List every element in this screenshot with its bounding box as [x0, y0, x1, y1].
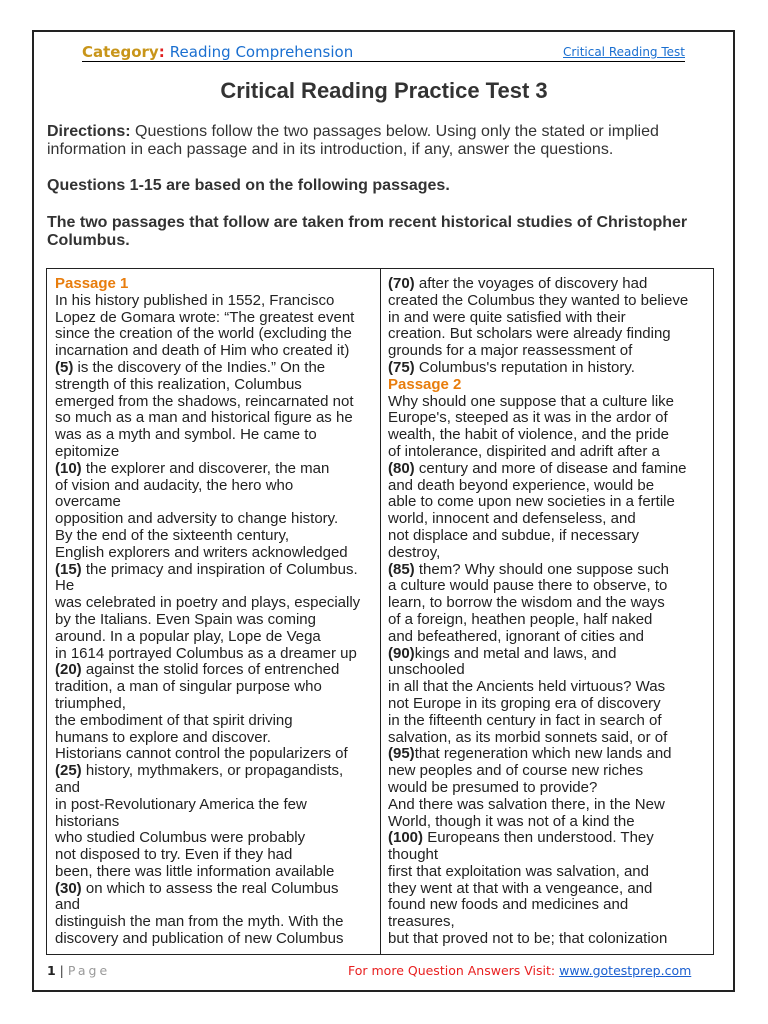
passage-line — [388, 696, 688, 713]
right-column — [388, 276, 688, 948]
passage-line — [388, 562, 688, 579]
passage-line — [388, 897, 688, 914]
line-text: and befeathered, ignorant of cities and — [388, 627, 645, 645]
passage-line — [388, 730, 688, 747]
passage-line — [55, 864, 360, 881]
line-text: kings and metal and laws, and — [414, 644, 617, 662]
line-text: history, mythmakers, or propagandists, — [81, 762, 344, 780]
passage-line — [55, 897, 360, 914]
passage-line — [55, 293, 360, 310]
line-number: (30) — [55, 879, 82, 897]
passages-table — [46, 268, 714, 955]
gotestprep-link[interactable]: www.gotestprep.com — [559, 963, 692, 978]
line-text: By the end of the sixteenth century, — [55, 526, 290, 544]
line-text: found new foods and medicines and — [388, 896, 629, 914]
passage-line — [55, 578, 360, 595]
passage-line — [388, 478, 688, 495]
passage-line — [55, 410, 360, 427]
line-text: wealth, the habit of violence, and the pride — [388, 426, 670, 444]
passage-line — [55, 377, 360, 394]
passage-line — [388, 679, 688, 696]
page-header — [82, 42, 685, 62]
page-title: Critical Reading Practice Test 3 — [220, 78, 548, 103]
line-text: so much as a man and historical figure as he — [55, 409, 353, 427]
passages-intro: The two passages that follow are taken from recent historical studies of Christopher Columbus. — [47, 214, 688, 249]
line-text: they went at that with a vengeance, and — [388, 879, 653, 897]
line-text: new peoples and of course new riches — [388, 762, 644, 780]
line-text: on which to assess the real Columbus — [81, 879, 339, 897]
questions-note: Questions 1-15 are based on the following passages. — [47, 177, 450, 194]
page-number-value: 1 — [47, 963, 56, 978]
line-text: world, innocent and defenseless, and — [388, 510, 636, 528]
passage-line — [388, 847, 688, 864]
category-label: Category — [82, 43, 159, 61]
line-number: (25) — [55, 762, 82, 780]
passage-line — [388, 578, 688, 595]
passage-line — [55, 814, 360, 831]
passage-line — [388, 830, 688, 847]
passage-line — [55, 797, 360, 814]
directions-text: Questions follow the two passages below. Using only the stated or implied information in each passage and in its introduction, if any, answer the questions. — [47, 123, 659, 158]
line-text: salvation, as its morbid sonnets said, or of — [388, 728, 668, 746]
line-text: learn, to borrow the wisdom and the ways — [388, 594, 665, 612]
line-text: is the discovery of the Indies.” On the — [73, 358, 326, 376]
line-text: epitomize — [55, 442, 120, 460]
line-text: the explorer and discoverer, the man — [81, 459, 330, 477]
passage-line — [388, 444, 688, 461]
line-text: Lopez de Gomara wrote: “The greatest event — [55, 308, 355, 326]
line-text: and death beyond experience, would be — [388, 476, 655, 494]
line-text: and — [55, 778, 81, 796]
line-text: opposition and adversity to change history. — [55, 510, 339, 528]
passage-line — [388, 494, 688, 511]
line-text: unschooled — [388, 661, 465, 679]
passage-line — [55, 595, 360, 612]
passage-line — [388, 646, 688, 663]
line-text: historians — [55, 812, 120, 830]
line-number: (100) — [388, 829, 424, 847]
line-text: distinguish the man from the myth. With the — [55, 913, 344, 931]
passage-line — [55, 612, 360, 629]
line-text: overcame — [55, 493, 121, 511]
line-text: who studied Columbus were probably — [55, 829, 306, 847]
line-number: (5) — [55, 358, 74, 376]
passage-line — [55, 427, 360, 444]
passage-line — [388, 864, 688, 881]
line-text: emerged from the shadows, reincarnated not — [55, 392, 354, 410]
passage-line — [388, 814, 688, 831]
passage-heading: Passage 1 — [55, 275, 129, 292]
line-text: by the Italians. Even Spain was coming — [55, 610, 316, 628]
line-text: and — [55, 896, 81, 914]
passage-line — [55, 746, 360, 763]
line-text: a culture would pause there to observe, to — [388, 577, 668, 595]
line-text: tradition, a man of singular purpose who — [55, 678, 322, 696]
line-text: able to come upon new societies in a fertile — [388, 493, 675, 511]
line-text: thought — [388, 846, 439, 864]
line-text: them? Why should one suppose such — [414, 560, 670, 578]
passage-line — [388, 461, 688, 478]
line-number: (20) — [55, 661, 82, 679]
passage-line — [388, 629, 688, 646]
passage-line — [55, 444, 360, 461]
line-text: of a foreign, heathen people, half naked — [388, 610, 653, 628]
passage-line — [55, 360, 360, 377]
passage-line — [388, 394, 688, 411]
line-text: In his history published in 1552, Francisco — [55, 291, 335, 309]
line-text: around. In a popular play, Lope de Vega — [55, 627, 321, 645]
passage-line — [55, 343, 360, 360]
page-number — [47, 963, 110, 978]
passage-line — [388, 360, 688, 377]
passage-line — [55, 528, 360, 545]
passage-line — [55, 780, 360, 797]
passage-line — [388, 746, 688, 763]
line-text: the embodiment of that spirit driving — [55, 711, 293, 729]
passage-line — [55, 931, 360, 948]
line-text: would be presumed to provide? — [388, 778, 598, 796]
passage-line — [388, 713, 688, 730]
passage-line — [55, 830, 360, 847]
passage-heading: Passage 2 — [388, 375, 462, 393]
line-text: He — [55, 577, 75, 595]
directions-label: Directions: — [47, 123, 131, 140]
line-text: English explorers and writers acknowledged — [55, 543, 348, 561]
passage-line — [55, 562, 360, 579]
line-text: Historians cannot control the popularizers of — [55, 745, 348, 763]
line-text: since the creation of the world (excluding the — [55, 325, 352, 343]
passage-line — [388, 662, 688, 679]
category-colon: : — [158, 43, 165, 61]
passage-line — [388, 310, 688, 327]
promo-text: For more Question Answers Visit: — [348, 963, 560, 978]
passage-line — [388, 763, 688, 780]
passage-line — [388, 931, 688, 948]
line-text: century and more of disease and famine — [414, 459, 687, 477]
passage-line — [388, 914, 688, 931]
line-text: strength of this realization, Columbus — [55, 375, 302, 393]
line-text: was celebrated in poetry and plays, especially — [55, 594, 361, 612]
line-text: World, though it was not of a kind the — [388, 812, 635, 830]
line-text: not disposed to try. Even if they had — [55, 846, 293, 864]
line-number: (95) — [388, 745, 415, 763]
line-text: created the Columbus they wanted to believe — [388, 291, 689, 309]
passage-line — [388, 293, 688, 310]
passage-line — [55, 511, 360, 528]
line-text: not Europe in its groping era of discovery — [388, 694, 661, 712]
line-text: in and were quite satisfied with their — [388, 308, 626, 326]
passage-line — [55, 662, 360, 679]
passage-line — [55, 679, 360, 696]
line-text: first that exploitation was salvation, and — [388, 862, 649, 880]
line-text: in the fifteenth century in fact in search of — [388, 711, 662, 729]
line-text: the primacy and inspiration of Columbus. — [81, 560, 358, 578]
passage-line — [388, 612, 688, 629]
line-text: not displace and subdue, if necessary — [388, 526, 639, 544]
line-text: creation. But scholars were already finding — [388, 325, 671, 343]
line-text: incarnation and death of Him who created it) — [55, 342, 350, 360]
page-separator: | — [55, 963, 68, 978]
line-text: against the stolid forces of entrenched — [81, 661, 340, 679]
passage-line — [55, 394, 360, 411]
line-text: that regeneration which new lands and — [414, 745, 672, 763]
line-text: discovery and publication of new Columbus — [55, 930, 344, 948]
line-number: (85) — [388, 560, 415, 578]
passage-line — [55, 461, 360, 478]
passage-line — [55, 763, 360, 780]
line-number: (90) — [388, 644, 415, 662]
footer-promo — [348, 963, 691, 978]
line-number: (15) — [55, 560, 82, 578]
passage-line — [388, 780, 688, 797]
line-text: in all that the Ancients held virtuous? Was — [388, 678, 666, 696]
line-text: after the voyages of discovery had — [414, 275, 648, 292]
line-number: (10) — [55, 459, 82, 477]
line-text: humans to explore and discover. — [55, 728, 271, 746]
passage-line — [388, 528, 688, 545]
passage-line — [55, 646, 360, 663]
passage-line — [388, 595, 688, 612]
line-text: triumphed, — [55, 694, 126, 712]
passage-line — [55, 629, 360, 646]
passage-line — [388, 427, 688, 444]
passage-line — [55, 545, 360, 562]
category-link[interactable]: Reading Comprehension — [169, 43, 354, 61]
line-text: in 1614 portrayed Columbus as a dreamer up — [55, 644, 357, 662]
line-text: grounds for a major reassessment of — [388, 342, 633, 360]
passage-line — [55, 326, 360, 343]
line-number: (75) — [388, 358, 415, 376]
left-column — [55, 276, 360, 948]
line-text: was as a myth and symbol. He came to — [55, 426, 317, 444]
line-text: been, there was little information available — [55, 862, 335, 880]
passage-line — [388, 797, 688, 814]
critical-reading-test-link[interactable]: Critical Reading Test — [563, 45, 685, 59]
passage-line — [388, 881, 688, 898]
line-text: treasures, — [388, 913, 455, 931]
passage-line — [55, 847, 360, 864]
passage-line — [388, 326, 688, 343]
page-word: Page — [67, 963, 111, 978]
line-number: (70) — [388, 275, 415, 292]
passage-line — [55, 914, 360, 931]
column-divider — [380, 269, 381, 954]
passage-line — [55, 713, 360, 730]
line-text: And there was salvation there, in the New — [388, 795, 665, 813]
line-text: but that proved not to be; that colonization — [388, 930, 668, 948]
passage-line — [388, 276, 688, 293]
directions — [47, 123, 727, 159]
passage-line — [55, 494, 360, 511]
passage-line — [388, 545, 688, 562]
passage-line — [388, 511, 688, 528]
line-text: Columbus's reputation in history. — [414, 358, 635, 376]
line-text: Europe's, steeped as it was in the ardor of — [388, 409, 668, 427]
passage-line — [55, 881, 360, 898]
line-text: of intolerance, dispirited and adrift after a — [388, 442, 660, 460]
line-text: destroy, — [388, 543, 441, 561]
line-number: (80) — [388, 459, 415, 477]
passage-line — [55, 696, 360, 713]
passage-line — [55, 478, 360, 495]
passage-line — [55, 310, 360, 327]
line-text: in post-Revolutionary America the few — [55, 795, 307, 813]
passage-line — [388, 410, 688, 427]
line-text: Europeans then understood. They — [423, 829, 654, 847]
passage-line — [388, 343, 688, 360]
line-text: Why should one suppose that a culture like — [388, 392, 675, 410]
passage-line — [55, 730, 360, 747]
line-text: of vision and audacity, the hero who — [55, 476, 294, 494]
